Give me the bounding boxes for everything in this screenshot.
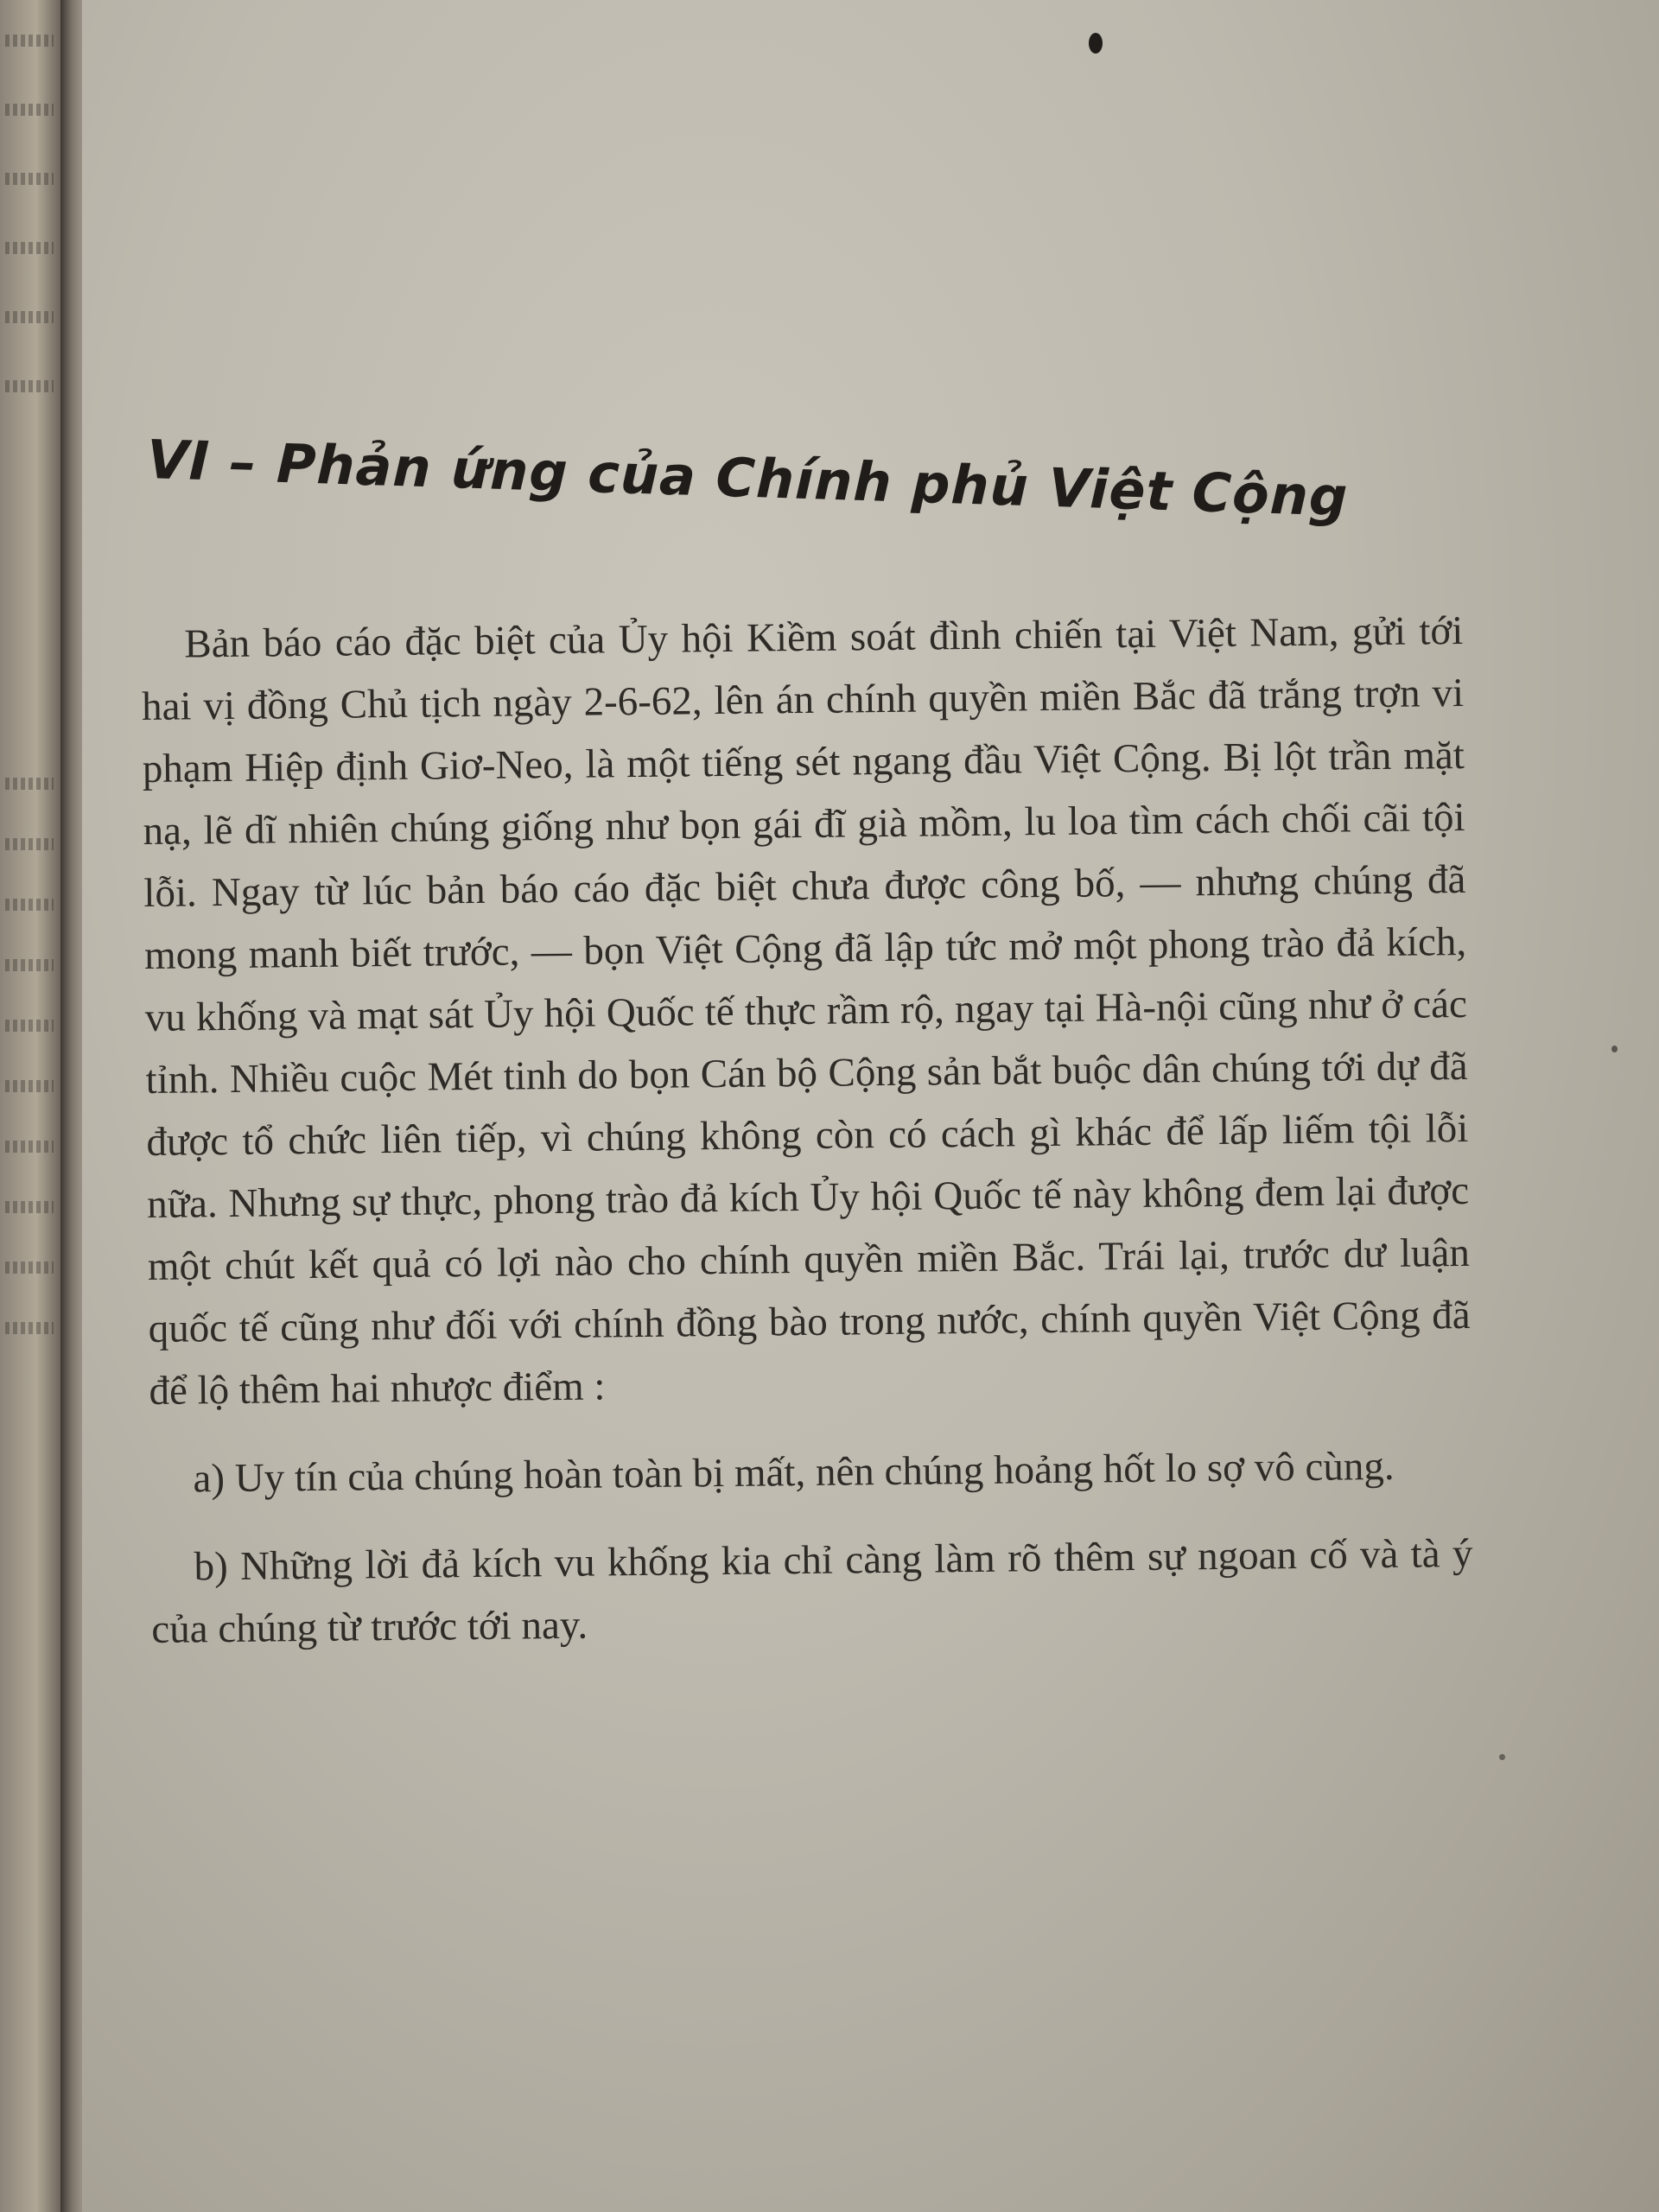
main-paragraph: Bản báo cáo đặc biệt của Ủy hội Kiềm soát đình chiến tại Việt Nam, gửi tới hai vị đồng Chủ tịch ngày 2-6-62, lên án chính quyền miền Bắc đã trắng trợn vi phạm Hiệp định Giơ-Neo, là một tiếng sét ngang đầu Việt Cộng. Bị lột trần mặt nạ, lẽ dĩ nhiên chúng giống như bọn gái đĩ già mồm, lu loa tìm cách chối cãi tội lỗi. Ngay từ lúc bản báo cáo đặc biệt chưa được công bố, — nhưng chúng đã mong manh biết trước, — bọn Việt Cộng đã lập tức mở một phong trào đả kích, vu khống và mạt sát Ủy hội Quốc tế thực rầm rộ, ngay tại Hà-nội cũng như ở các tỉnh. Nhiều cuộc Mét tinh do bọn Cán bộ Cộng sản bắt buộc dân chúng tới dự đã được tổ chức liên tiếp, vì chúng không còn có cách gì khác để lấp liếm tội lỗi nữa. Nhưng sự thực, phong trào đả kích Ủy hội Quốc tế này không đem lại được một chút kết quả có lợi nào cho chính quyền miền Bắc. Trái lại, trước dư luận quốc tế cũng như đối với chính đồng bào trong nước, chính quyền Việt Cộng đã để lộ thêm hai nhược điểm : [141,607,1471,1414]
list-item: b) Những lời đả kích vu khống kia chỉ càng làm rõ thêm sự ngoan cố và tà ý của chúng từ trước tới nay. [151,1530,1473,1652]
adjacent-page-edge [0,0,60,2212]
section-heading: VI – Phản ứng của Chính phủ Việt Cộng [145,428,1350,529]
ink-spot [1089,33,1103,54]
list-item: a) Uy tín của chúng hoàn toàn bị mất, nên chúng hoảng hốt lo sợ vô cùng. [193,1443,1395,1502]
book-page [82,0,1659,2212]
body-text [141,600,1474,1661]
ink-spot [1611,1046,1618,1052]
ink-spot [1499,1754,1505,1760]
